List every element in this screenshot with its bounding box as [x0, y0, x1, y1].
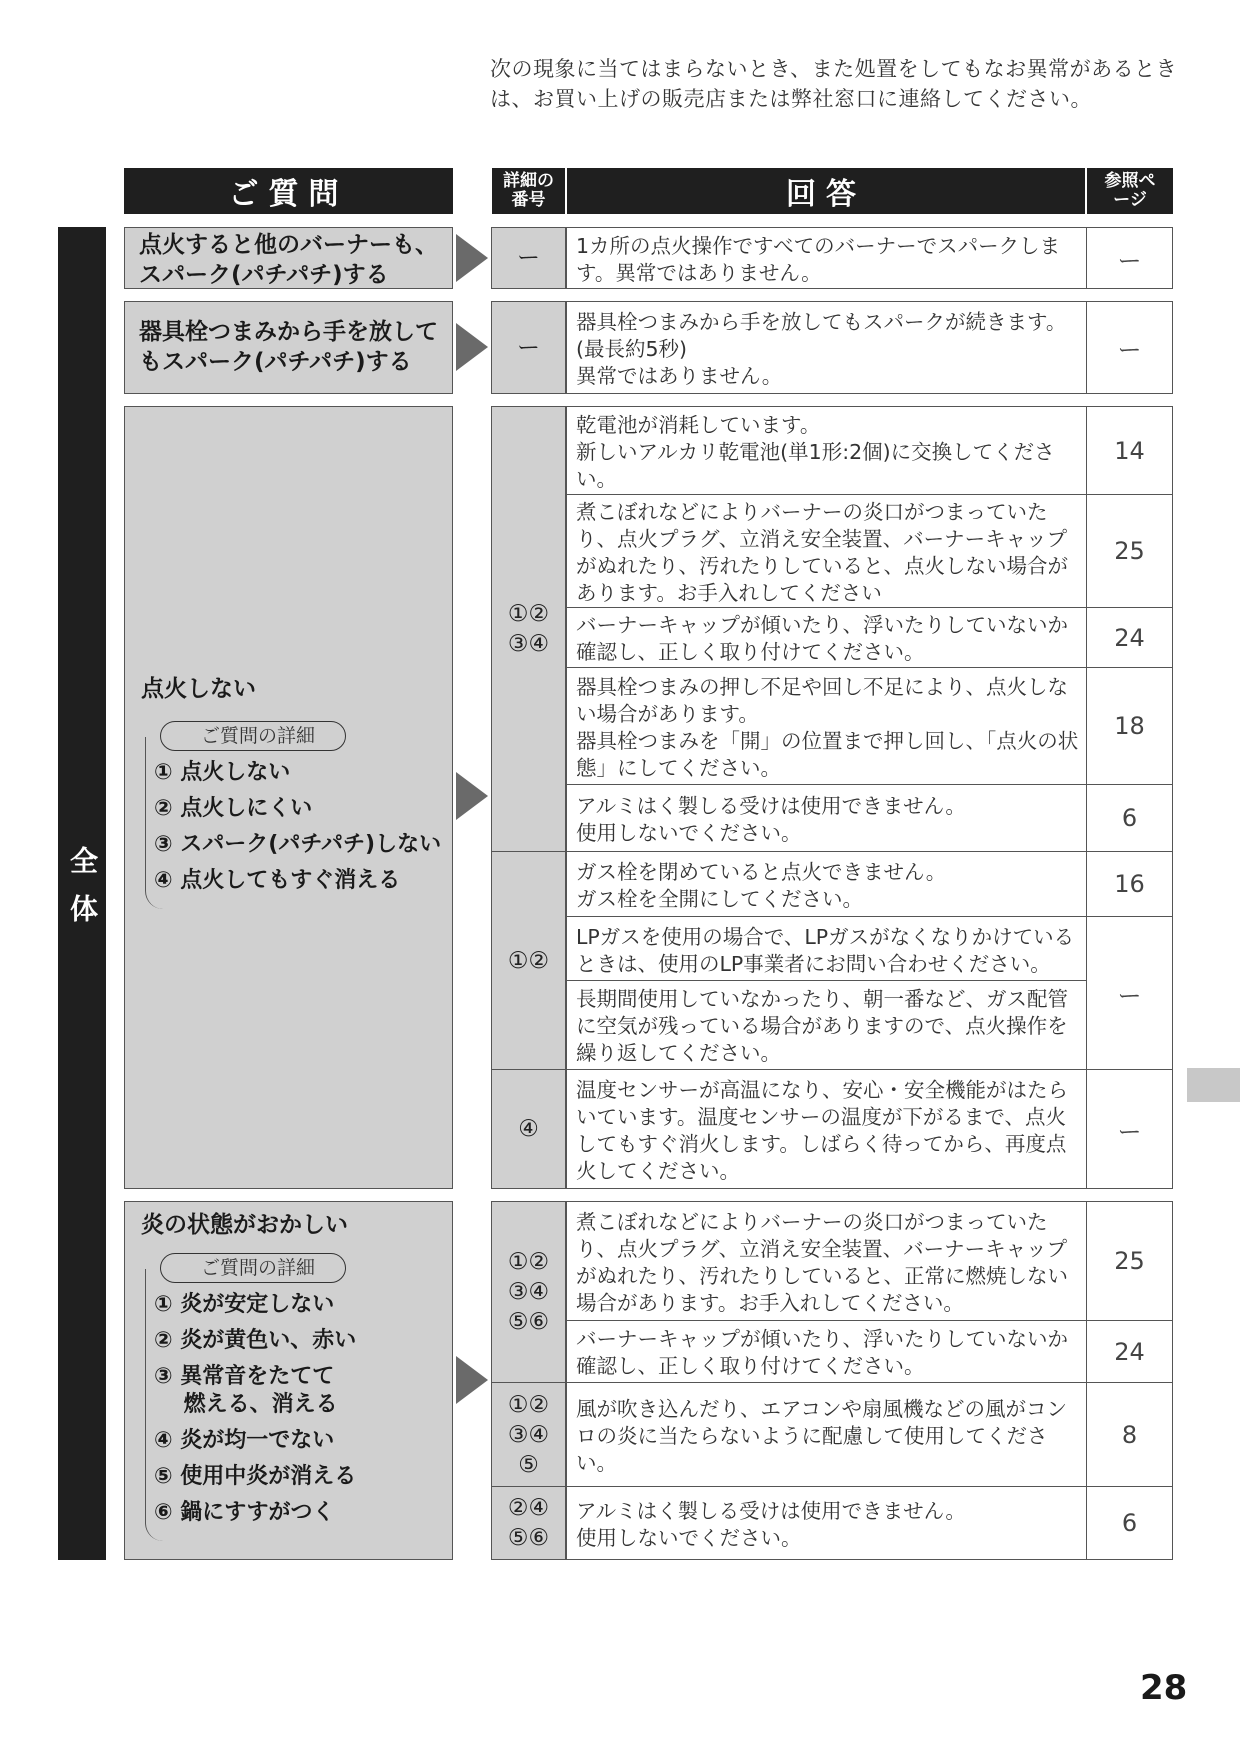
detail-number-cell: ①② ③④ ⑤⑥ [491, 1201, 566, 1383]
detail-label: ご質問の詳細 [160, 721, 346, 751]
detail-item: ② 炎が黄色い、赤い [154, 1328, 357, 1353]
page-number: 28 [1140, 1668, 1188, 1708]
answer-cell [566, 494, 1087, 608]
detail-list [145, 1269, 357, 1541]
answer-text: 器具栓つまみの押し不足や回し不足により、点火しない場合があります。 器具栓つまみを「開」の位置まで押し回し、「点火の状態」にしてください。 [576, 674, 1079, 780]
detail-number-cell: ー [491, 227, 566, 289]
answer-text: 風が吹き込んだり、エアコンや扇風機などの風がコンロの炎に当たらないように配慮して使用してください。 [576, 1396, 1067, 1475]
question-box [124, 301, 453, 394]
answer-cell [566, 607, 1087, 668]
page-cell: 25 [1086, 1201, 1173, 1321]
question-detail [145, 721, 442, 909]
question-detail [145, 1253, 357, 1541]
detail-item: ⑤ 使用中炎が消える [154, 1464, 357, 1489]
detail-item: ⑥ 鍋にすすがつく [154, 1500, 335, 1525]
detail-item: ④ 炎が均一でない [154, 1428, 335, 1453]
detail-item: ① 点火しない [154, 760, 291, 785]
header-question: ご質問 [124, 168, 453, 214]
detail-number-cell: ー [491, 301, 566, 394]
header-reference-page: 参照ページ [1087, 168, 1173, 214]
question-text: 器具栓つまみから手を放してもスパーク(パチパチ)する [139, 319, 438, 375]
detail-list [145, 737, 442, 909]
detail-number-cell: ①② [491, 851, 566, 1070]
sidebar-label: 全体 [66, 845, 99, 942]
page-cell: 16 [1086, 851, 1173, 917]
detail-number-cell: ④ [491, 1069, 566, 1189]
page-cell: 25 [1086, 494, 1173, 608]
section-tab-marker [1187, 1068, 1240, 1102]
question-text: 点火すると他のバーナーも、スパーク(パチパチ)する [139, 232, 438, 288]
page-cell: 6 [1086, 784, 1173, 852]
page-cell: 8 [1086, 1382, 1173, 1487]
detail-item: ① 炎が安定しない [154, 1292, 335, 1317]
intro-text: 次の現象に当てはまらないとき、また処置をしてもなお異常があるときは、お買い上げの販売店または弊社窓口に連絡してください。 [490, 57, 1178, 111]
answer-cell [566, 916, 1087, 981]
detail-item: ④ 点火してもすぐ消える [154, 868, 401, 893]
page-cell: 6 [1086, 1486, 1173, 1560]
page-cell: 18 [1086, 667, 1173, 785]
answer-text: 器具栓つまみから手を放してもスパークが続きます。 (最長約5秒) 異常ではありません。 [576, 309, 1067, 388]
question-box [124, 227, 453, 289]
answer-text: ガス栓を閉めていると点火できません。 ガス栓を全開にしてください。 [576, 859, 947, 911]
detail-item: ③ スパーク(パチパチ)しない [154, 832, 442, 857]
answer-cell [566, 1069, 1087, 1189]
answer-text: バーナーキャップが傾いたり、浮いたりしていないか確認し、正しく取り付けてください。 [576, 1327, 1068, 1378]
answer-cell [566, 1382, 1087, 1487]
answer-text: 煮こぼれなどによりバーナーの炎口がつまっていたり、点火プラグ、立消え安全装置、バーナーキャップがぬれたり、汚れたりしていると、点火しない場合があります。お手入れしてください [576, 499, 1068, 605]
answer-cell [566, 406, 1087, 495]
page-cell: 14 [1086, 406, 1173, 495]
arrow-right-icon [456, 1356, 488, 1404]
answer-cell [566, 1201, 1087, 1321]
answer-cell [566, 784, 1087, 852]
detail-number-cell: ①② ③④ [491, 406, 566, 852]
question-text: 点火しない [141, 676, 256, 702]
answer-text: 煮こぼれなどによりバーナーの炎口がつまっていたり、点火プラグ、立消え安全装置、バーナーキャップがぬれたり、汚れたりしていると、正常に燃焼しない場合があります。お手入れしてください。 [576, 1209, 1068, 1315]
page-cell: 24 [1086, 607, 1173, 668]
page-cell: ー [1086, 227, 1173, 289]
page-cell: ー [1086, 1069, 1173, 1189]
sidebar-category [58, 227, 106, 1560]
answer-text: バーナーキャップが傾いたり、浮いたりしていないか確認し、正しく取り付けてください。 [576, 613, 1068, 664]
answer-cell [566, 1320, 1087, 1383]
detail-label: ご質問の詳細 [160, 1253, 346, 1283]
answer-text: アルミはく製しる受けは使用できません。 使用しないでください。 [576, 793, 966, 845]
answer-text: アルミはく製しる受けは使用できません。 使用しないでください。 [576, 1498, 966, 1550]
answer-cell [566, 851, 1087, 917]
arrow-right-icon [456, 323, 488, 371]
arrow-right-icon [456, 772, 488, 820]
answer-text: 乾電池が消耗しています。 新しいアルカリ乾電池(単1形:2個)に交換してください。 [576, 412, 1055, 491]
answer-text: 長期間使用していなかったり、朝一番など、ガス配管に空気が残っている場合がありますので、点火操作を繰り返してください。 [576, 987, 1068, 1065]
answer-text: 1カ所の点火操作ですべてのバーナーでスパークします。異常ではありません。 [576, 233, 1061, 285]
header-detail-number: 詳細の番号 [492, 168, 565, 214]
question-text: 炎の状態がおかしい [141, 1212, 348, 1238]
header-answer: 回答 [567, 168, 1085, 214]
detail-item: ③ 異常音をたてて 燃える、消える [154, 1364, 338, 1417]
page-cell: 24 [1086, 1320, 1173, 1383]
detail-item: ② 点火しにくい [154, 796, 313, 821]
answer-cell [566, 667, 1087, 785]
answer-text: 温度センサーが高温になり、安心・安全機能がはたらいています。温度センサーの温度が下がるまで、点火してもすぐ消火します。しばらく待ってから、再度点火してください。 [576, 1077, 1068, 1183]
answer-cell [566, 980, 1087, 1070]
arrow-right-icon [456, 234, 488, 282]
answer-cell [566, 227, 1087, 289]
answer-text: LPガスを使用の場合で、LPガスがなくなりかけているときは、使用のLP事業者にお問い合わせください。 [576, 924, 1075, 976]
detail-number-cell: ①② ③④ ⑤ [491, 1382, 566, 1487]
page-cell: ー [1086, 916, 1173, 1070]
answer-cell [566, 1486, 1087, 1560]
page-cell: ー [1086, 301, 1173, 394]
detail-number-cell: ②④ ⑤⑥ [491, 1486, 566, 1560]
answer-cell [566, 301, 1087, 394]
